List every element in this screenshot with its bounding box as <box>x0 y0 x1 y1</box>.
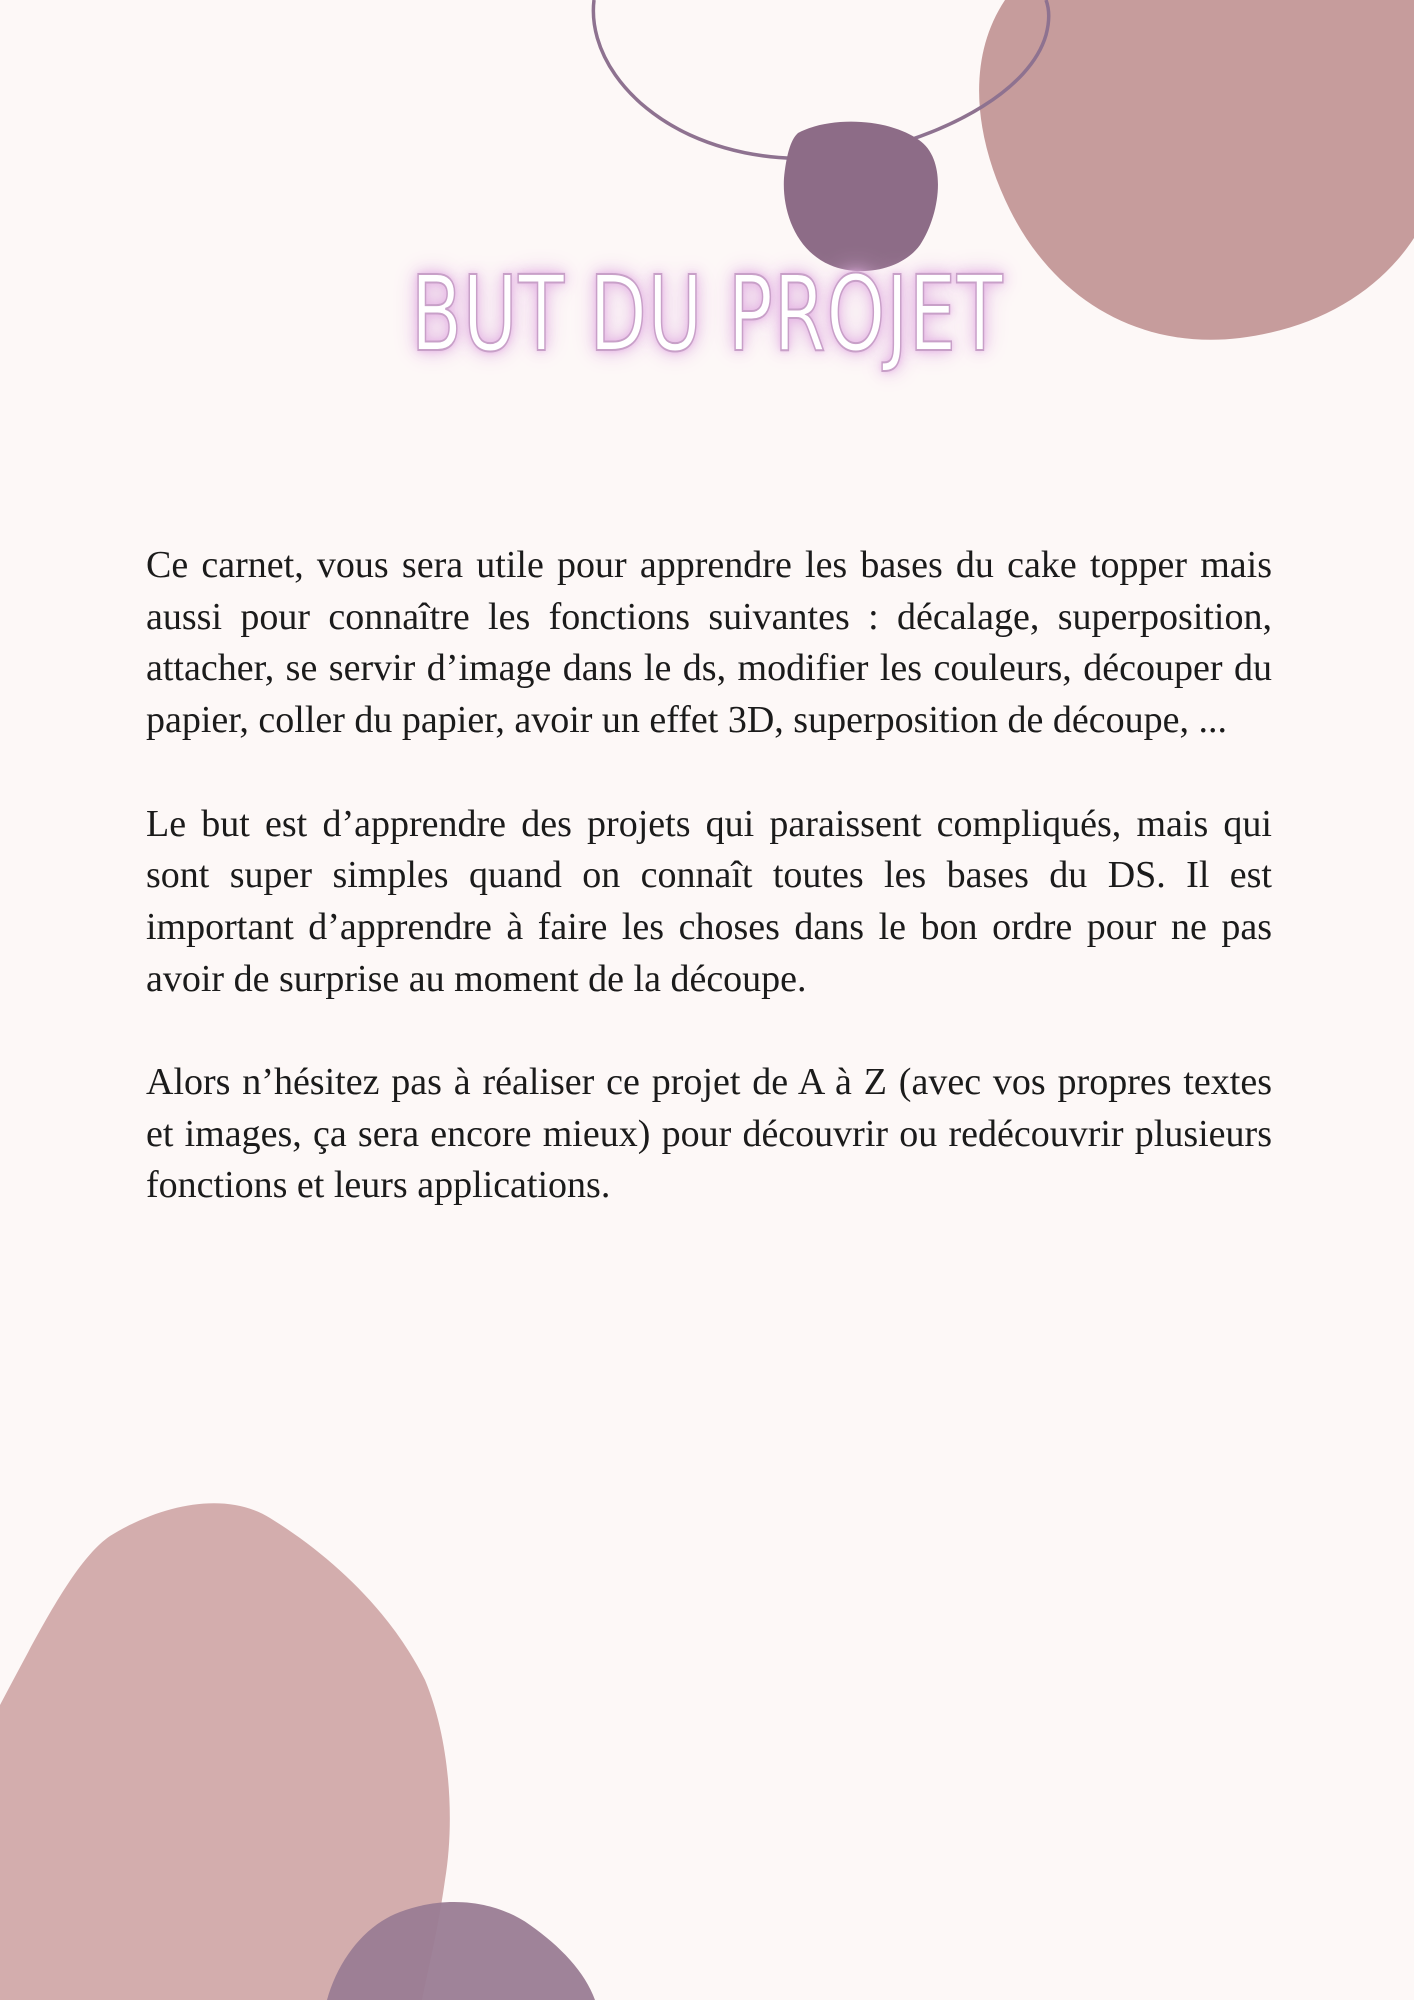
small-mauve-blob <box>784 122 938 271</box>
paragraph-goal: Le but est d’apprendre des projets qui paraissent compliqués, mais qui sont super simples quand on connaît toutes les bases du DS. Il est important d’apprendre à faire les choses dans le bon ordre pour ne pas avoir de surprise au moment de la découpe. <box>146 802 1272 1000</box>
body-text <box>146 540 1272 1264</box>
paragraph-encouragement: Alors n’hésitez pas à réaliser ce projet de A à Z (avec vos propres textes et images, ça sera encore mieux) pour découvrir ou redécouvrir plusieurs fonctions et leurs applications. <box>146 1061 1272 1207</box>
page-title: BUT DU PROJET <box>410 253 1004 375</box>
paragraph-intro: Ce carnet, vous sera utile pour apprendre les bases du cake topper mais aussi pour connaître les fonctions suivantes : décalage, superposition, attacher, se servir d’image dans le ds, modifier les couleurs, découper du papier, coller du papier, avoir un effet 3D, superposition de découpe, ... <box>146 544 1272 742</box>
